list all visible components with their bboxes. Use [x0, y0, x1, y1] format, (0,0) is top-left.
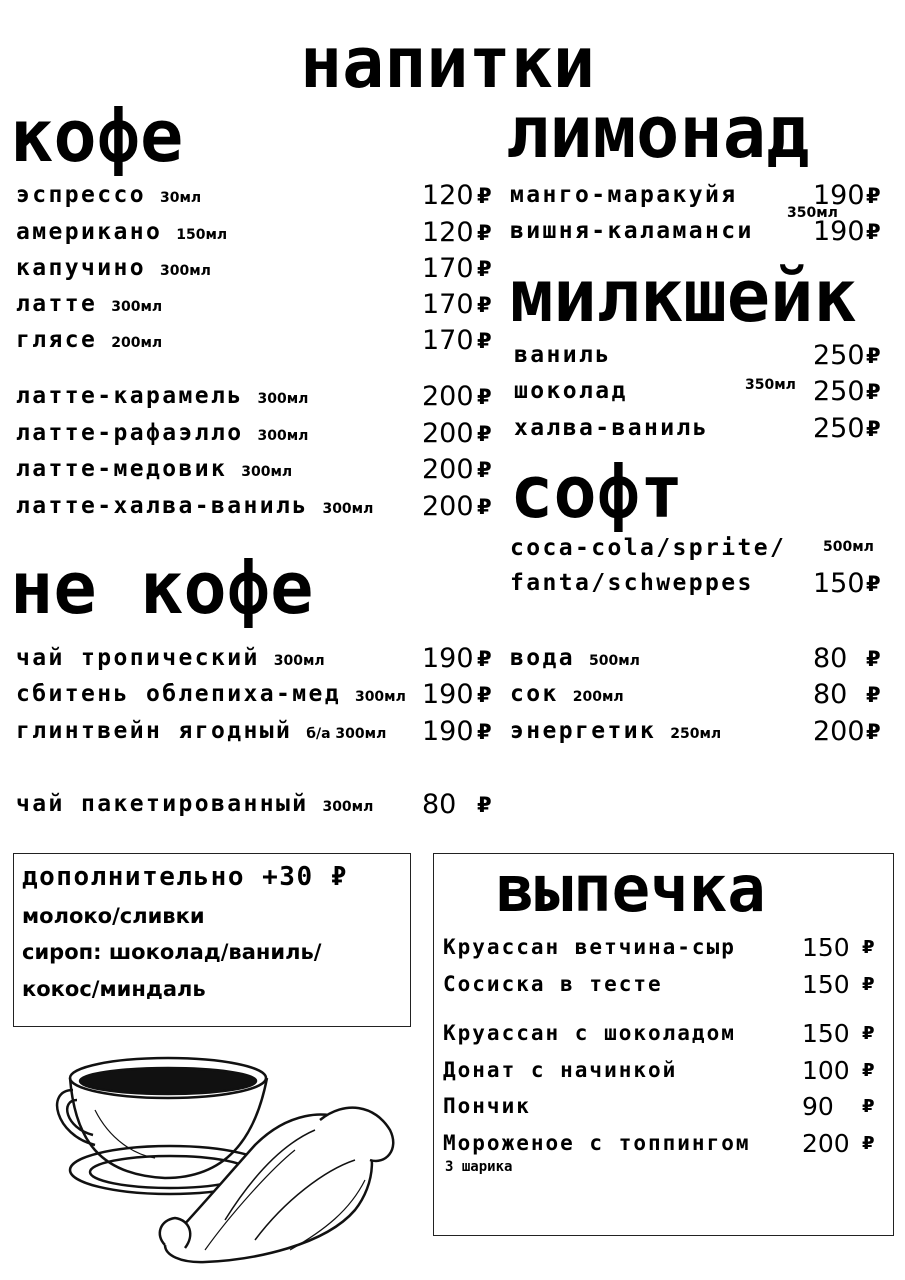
item-name: латте-карамель	[16, 383, 244, 409]
coffee-heading: кофе	[10, 94, 184, 178]
item-name: американо	[16, 219, 163, 245]
ruble-icon: ₽	[477, 647, 492, 671]
coffee-item	[16, 217, 227, 247]
item-volume: б/а 300мл	[306, 726, 387, 742]
milkshake-volume: 350мл	[745, 377, 796, 393]
ruble-icon: ₽	[477, 495, 492, 519]
item-name: латте-медовик	[16, 456, 228, 482]
item-price: 250	[813, 413, 865, 444]
ruble-icon: ₽	[866, 220, 881, 244]
item-volume: 300мл	[273, 653, 325, 669]
ruble-icon: ₽	[477, 683, 492, 707]
bakery-heading: выпечка	[496, 853, 766, 927]
item-price: 250	[813, 376, 865, 407]
non-coffee-item	[16, 716, 386, 746]
item-name: латте-халва-ваниль	[16, 493, 309, 519]
item-name: латте	[16, 291, 98, 317]
item-name: сок	[510, 681, 559, 707]
item-price: 200	[813, 716, 865, 747]
ruble-icon: ₽	[477, 293, 492, 317]
soft-item	[510, 533, 786, 563]
coffee-item	[16, 381, 308, 411]
item-price: 190	[813, 180, 865, 211]
item-price: 190	[813, 216, 865, 247]
item-name: чай пакетированный	[16, 791, 309, 817]
milkshake-heading: милкшейк	[510, 254, 857, 338]
item-volume: 300мл	[111, 299, 163, 315]
item-price: 80	[813, 643, 848, 674]
soft-item	[510, 679, 624, 709]
item-name: coca-cola/sprite/	[510, 535, 787, 561]
coffee-item	[16, 180, 201, 210]
soft-item	[510, 643, 640, 673]
extras-line: кокос/миндаль	[22, 977, 206, 1001]
item-volume: 30мл	[159, 190, 202, 206]
item-price: 190	[422, 643, 474, 674]
item-price: 150	[802, 1019, 850, 1048]
ruble-icon: ₽	[866, 647, 881, 671]
ruble-icon: ₽	[477, 257, 492, 281]
item-name: ваниль	[514, 342, 612, 368]
item-price: 190	[422, 716, 474, 747]
bakery-note: 3 шарика	[445, 1159, 513, 1175]
soft-volume: 500мл	[823, 539, 874, 555]
ruble-icon: ₽	[866, 380, 881, 404]
coffee-item	[16, 289, 162, 319]
lemonade-heading: лимонад	[506, 90, 810, 174]
coffee-item	[16, 418, 308, 448]
item-name: Круассан с шоколадом	[443, 1021, 736, 1045]
lemonade-item	[510, 216, 754, 246]
item-price: 170	[422, 325, 474, 356]
item-name: чай тропический	[16, 645, 260, 671]
item-name: шоколад	[514, 378, 628, 404]
non-coffee-item	[16, 643, 325, 673]
ruble-icon: ₽	[477, 329, 492, 353]
item-name: Круассан ветчина-сыр	[443, 935, 736, 959]
item-price: 120	[422, 217, 474, 248]
ruble-icon: ₽	[477, 221, 492, 245]
ruble-icon: ₽	[477, 793, 492, 817]
item-name: Мороженое с топпингом	[443, 1131, 751, 1155]
item-price: 200	[422, 381, 474, 412]
ruble-icon: ₽	[477, 385, 492, 409]
item-name: латте-рафаэлло	[16, 420, 244, 446]
item-name: манго-маракуйя	[510, 182, 738, 208]
item-price: 150	[802, 970, 850, 999]
coffee-item	[16, 454, 292, 484]
item-price: 200	[422, 454, 474, 485]
item-price: 100	[802, 1056, 850, 1085]
item-name: вода	[510, 645, 575, 671]
coffee-croissant-illustration	[55, 1050, 405, 1265]
item-name: халва-ваниль	[514, 415, 709, 441]
item-price: 200	[422, 491, 474, 522]
soft-item	[510, 568, 754, 598]
extras-line: молоко/сливки	[22, 904, 205, 928]
non-coffee-item	[16, 679, 406, 709]
item-name: Сосиска в тесте	[443, 972, 663, 996]
ruble-icon: ₽	[866, 417, 881, 441]
item-price: 150	[813, 568, 865, 599]
coffee-item	[16, 253, 211, 283]
item-volume: 300мл	[257, 391, 309, 407]
ruble-icon: ₽	[866, 683, 881, 707]
item-price: 250	[813, 340, 865, 371]
item-price: 190	[422, 679, 474, 710]
item-name: Донат с начинкой	[443, 1058, 678, 1082]
ruble-icon: ₽	[862, 1023, 875, 1044]
item-price: 170	[422, 253, 474, 284]
coffee-item	[16, 325, 162, 355]
item-name: энергетик	[510, 718, 657, 744]
page-title: напитки	[300, 22, 596, 104]
lemonade-item	[510, 180, 737, 210]
item-volume: 300мл	[159, 263, 211, 279]
extras-box	[13, 853, 411, 1027]
ruble-icon: ₽	[477, 458, 492, 482]
item-name: эспрессо	[16, 182, 146, 208]
item-price: 150	[802, 933, 850, 962]
ruble-icon: ₽	[866, 184, 881, 208]
ruble-icon: ₽	[866, 572, 881, 596]
coffee-item	[16, 491, 373, 521]
soft-heading: софт	[510, 450, 684, 534]
item-name: глясе	[16, 327, 98, 353]
ruble-icon: ₽	[477, 422, 492, 446]
ruble-icon: ₽	[862, 1096, 875, 1117]
ruble-icon: ₽	[866, 344, 881, 368]
item-volume: 250мл	[670, 726, 722, 742]
extras-heading: дополнительно +30 ₽	[22, 862, 348, 892]
item-volume: 300мл	[322, 799, 374, 815]
item-name: вишня-каламанси	[510, 218, 754, 244]
ruble-icon: ₽	[477, 184, 492, 208]
item-name: fanta/schweppes	[510, 570, 754, 596]
ruble-icon: ₽	[862, 1133, 875, 1154]
item-name: капучино	[16, 255, 146, 281]
milkshake-item	[514, 340, 611, 370]
item-price: 200	[802, 1129, 850, 1158]
item-name: Пончик	[443, 1094, 531, 1118]
item-volume: 200мл	[572, 689, 624, 705]
ruble-icon: ₽	[862, 974, 875, 995]
item-price: 200	[422, 418, 474, 449]
item-volume: 200мл	[111, 335, 163, 351]
ruble-icon: ₽	[477, 720, 492, 744]
extras-line: сироп: шоколад/ваниль/	[22, 940, 322, 964]
item-price: 170	[422, 289, 474, 320]
ruble-icon: ₽	[862, 937, 875, 958]
item-volume: 300мл	[241, 464, 293, 480]
non-coffee-item	[16, 789, 373, 819]
item-name: сбитень облепиха-мед	[16, 681, 341, 707]
item-volume: 300мл	[322, 501, 374, 517]
ruble-icon: ₽	[862, 1060, 875, 1081]
item-volume: 300мл	[354, 689, 406, 705]
milkshake-item	[514, 413, 709, 443]
item-volume: 300мл	[257, 428, 309, 444]
item-volume: 500мл	[589, 653, 640, 669]
lemonade-volume: 350мл	[787, 205, 838, 221]
milkshake-item	[514, 376, 628, 406]
item-price: 80	[813, 679, 848, 710]
non-coffee-heading: не кофе	[10, 546, 314, 630]
item-price: 120	[422, 180, 474, 211]
item-volume: 150мл	[176, 227, 228, 243]
bakery-box	[433, 853, 894, 1236]
ruble-icon: ₽	[866, 720, 881, 744]
item-name: глинтвейн ягодный	[16, 718, 293, 744]
soft-item	[510, 716, 721, 746]
item-price: 90	[802, 1092, 834, 1121]
item-price: 80	[422, 789, 457, 820]
